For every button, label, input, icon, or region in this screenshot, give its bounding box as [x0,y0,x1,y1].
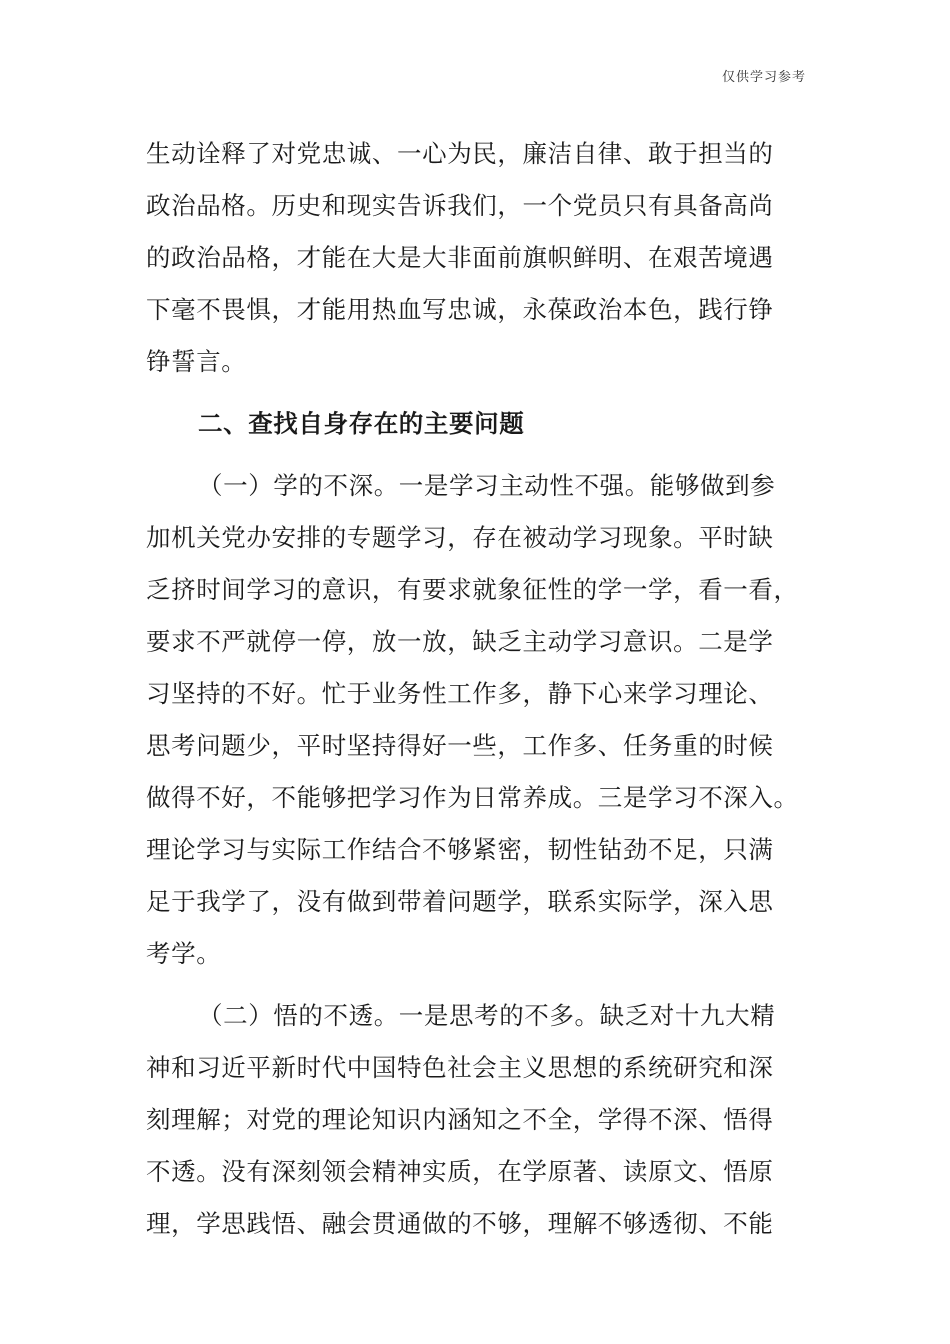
paragraph-line: 做得不好，不能够把学习作为日常养成。三是学习不深入。 [146,783,799,812]
paragraph-line: 理，学思践悟、融会贯通做的不够，理解不够透彻、不能 [146,1209,774,1238]
header-note: 仅供学习参考 [721,70,806,85]
paragraph-line: 加机关党办安排的专题学习，存在被动学习现象。平时缺 [146,523,774,552]
paragraph-line: 习坚持的不好。忙于业务性工作多，静下心来学习理论、 [146,679,774,708]
paragraph-line: （二）悟的不透。一是思考的不多。缺乏对十九大精 [198,1001,776,1030]
paragraph-line: 不透。没有深刻领会精神实质，在学原著、读原文、悟原 [146,1157,774,1186]
document-body [146,128,836,1250]
paragraph-line: 政治品格。历史和现实告诉我们，一个党员只有具备高尚 [146,191,774,220]
section-heading: 二、查找自身存在的主要问题 [198,409,525,438]
paragraph-line: 生动诠释了对党忠诚、一心为民，廉洁自律、敢于担当的 [146,139,774,168]
paragraph-line: 铮誓言。 [146,347,247,376]
paragraph-line: 下毫不畏惧，才能用热血写忠诚，永葆政治本色，践行铮 [146,295,774,324]
paragraph-line: 足于我学了，没有做到带着问题学，联系实际学，深入思 [146,887,774,916]
paragraph-line: 要求不严就停一停，放一放，缺乏主动学习意识。二是学 [146,627,774,656]
paragraph-1 [146,128,836,388]
paragraph-line: 的政治品格，才能在大是大非面前旗帜鲜明、在艰苦境遇 [146,243,774,272]
paragraph-line: 刻理解；对党的理论知识内涵知之不全，学得不深、悟得 [146,1105,774,1134]
paragraph-line: 理论学习与实际工作结合不够紧密，韧性钻劲不足，只满 [146,835,774,864]
paragraph-2 [146,460,836,980]
paragraph-line: 考学。 [146,939,222,968]
paragraph-line: 神和习近平新时代中国特色社会主义思想的系统研究和深 [146,1053,774,1082]
paragraph-line: 乏挤时间学习的意识，有要求就象征性的学一学，看一看， [146,575,799,604]
paragraph-line: 思考问题少，平时坚持得好一些，工作多、任务重的时候 [146,731,774,760]
paragraph-3 [146,990,836,1250]
paragraph-line: （一）学的不深。一是学习主动性不强。能够做到参 [198,471,776,500]
